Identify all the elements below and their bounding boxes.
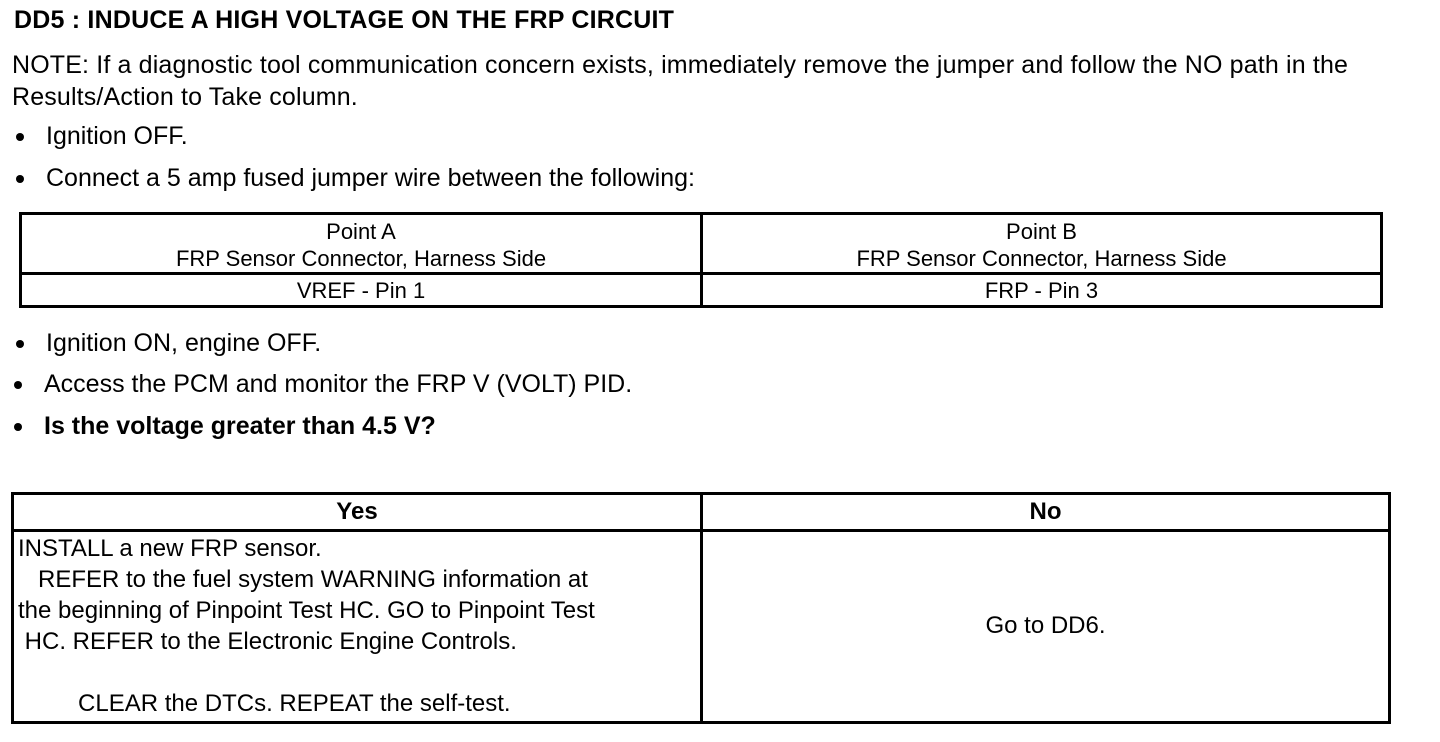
point-b-header-cell (703, 218, 1380, 272)
point-b-header: Point B (1006, 219, 1077, 244)
point-b-value: FRP - Pin 3 (984, 278, 1099, 303)
step-text: Access the PCM and monitor the FRP V (VOLT) PID. (44, 370, 633, 398)
yes-header: Yes (336, 498, 378, 525)
point-a-header-cell (22, 218, 700, 272)
table-divider (14, 529, 1388, 532)
step-text: Connect a 5 amp fused jumper wire between the following: (46, 164, 695, 192)
step-text: Ignition OFF. (46, 122, 188, 150)
bullet-icon (16, 175, 24, 183)
page-title: DD5 : INDUCE A HIGH VOLTAGE ON THE FRP CIRCUIT (14, 6, 675, 34)
step-text: Ignition ON, engine OFF. (46, 329, 322, 357)
yes-action-line: HC. REFER to the Electronic Engine Controls. (18, 628, 517, 655)
yes-action-line: the beginning of Pinpoint Test HC. GO to Pinpoint Test (18, 597, 595, 624)
jumper-table (19, 212, 1383, 308)
bullet-icon (16, 340, 24, 348)
note-text: NOTE: If a diagnostic tool communication concern exists, immediately remove the jumper and follow the NO path in the Results/Action to Take column. (12, 51, 1349, 111)
bullet-icon (14, 423, 22, 431)
table-divider (22, 272, 1380, 275)
yes-action-line: INSTALL a new FRP sensor. (18, 535, 322, 562)
bullet-icon (16, 133, 24, 141)
bullet-icon (14, 381, 22, 389)
point-b-subheader: FRP Sensor Connector, Harness Side (856, 246, 1227, 271)
yes-action-line: CLEAR the DTCs. REPEAT the self-test. (18, 690, 511, 717)
no-action-text: Go to DD6. (985, 612, 1106, 639)
point-a-header: Point A (326, 219, 396, 244)
results-table (11, 492, 1391, 724)
point-a-subheader: FRP Sensor Connector, Harness Side (175, 246, 547, 271)
point-a-value: VREF - Pin 1 (296, 278, 426, 303)
yes-action-line: REFER to the fuel system WARNING information at (18, 566, 588, 593)
question-text: Is the voltage greater than 4.5 V? (44, 412, 436, 440)
no-header: No (1029, 498, 1062, 525)
